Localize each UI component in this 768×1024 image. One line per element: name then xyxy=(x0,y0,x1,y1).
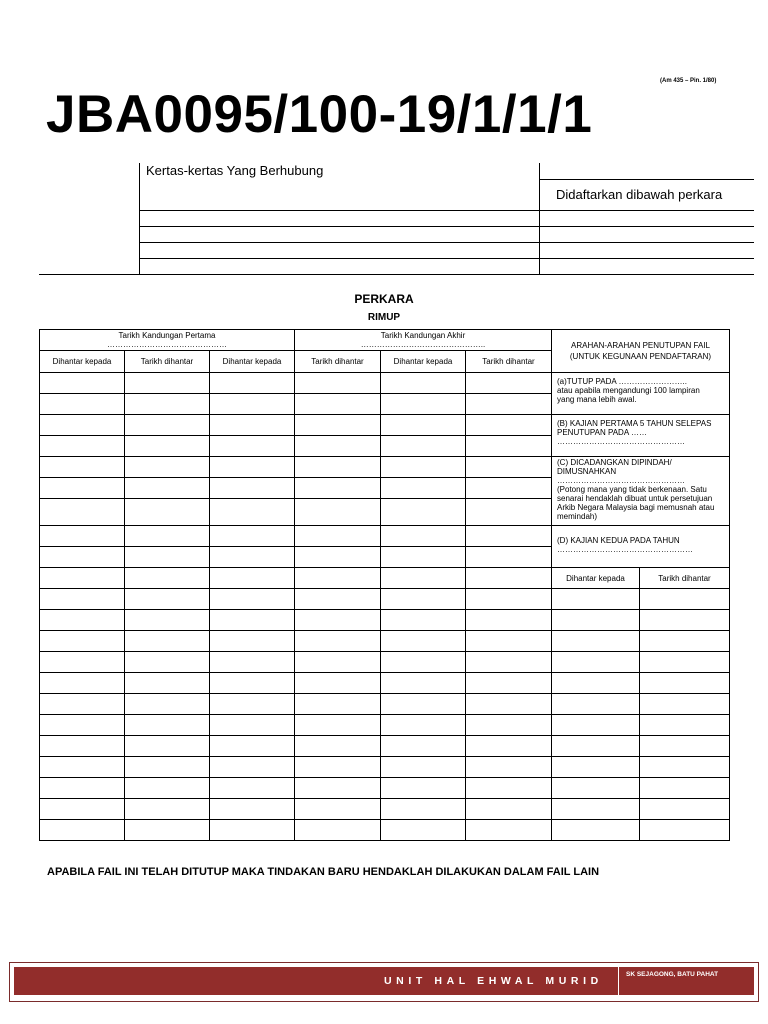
table-cell xyxy=(210,715,295,736)
table-cell xyxy=(466,715,552,736)
table-cell xyxy=(125,568,210,589)
table-cell xyxy=(40,499,125,526)
table-cell xyxy=(552,631,640,652)
instruction-c-dots: ………………………………………… xyxy=(557,476,685,485)
table-cell xyxy=(640,589,730,610)
table-cell xyxy=(466,373,552,394)
table-cell xyxy=(552,610,640,631)
last-content-label: Tarikh Kandungan Akhir xyxy=(380,331,466,340)
table-cell xyxy=(466,694,552,715)
table-cell xyxy=(381,526,466,547)
table-cell xyxy=(40,478,125,499)
table-cell xyxy=(125,589,210,610)
col-header: Tarikh dihantar xyxy=(295,351,381,373)
table-cell xyxy=(466,526,552,547)
table-cell xyxy=(40,547,125,568)
table-cell xyxy=(295,478,381,499)
table-cell xyxy=(640,610,730,631)
table-cell xyxy=(466,778,552,799)
table-cell xyxy=(210,610,295,631)
related-row-rule xyxy=(139,226,754,227)
table-cell xyxy=(295,436,381,457)
form-code: (Am 435 – Pin. 1/80) xyxy=(660,78,717,84)
table-cell xyxy=(125,652,210,673)
table-cell xyxy=(295,499,381,526)
table-cell xyxy=(210,631,295,652)
footer-unit-name: UNIT HAL EHWAL MURID xyxy=(384,975,603,987)
table-cell xyxy=(381,547,466,568)
col-header: Tarikh dihantar xyxy=(466,351,552,373)
instruction-d xyxy=(552,526,730,568)
table-cell xyxy=(295,799,381,820)
instruction-a-detail: atau apabila mengandungi 100 lampiran yang mana lebih awal. xyxy=(557,386,700,404)
table-cell xyxy=(210,568,295,589)
table-cell xyxy=(125,694,210,715)
table-cell xyxy=(210,799,295,820)
table-cell xyxy=(125,778,210,799)
col-header: Dihantar kepada xyxy=(210,351,295,373)
table-cell xyxy=(552,778,640,799)
table-cell xyxy=(125,610,210,631)
table-cell xyxy=(381,694,466,715)
table-cell xyxy=(640,820,730,841)
table-cell xyxy=(295,652,381,673)
table-cell xyxy=(640,778,730,799)
table-cell xyxy=(381,499,466,526)
col-header: Tarikh dihantar xyxy=(125,351,210,373)
table-cell xyxy=(552,589,640,610)
table-cell xyxy=(210,673,295,694)
table-cell xyxy=(40,610,125,631)
table-cell xyxy=(125,757,210,778)
table-cell xyxy=(40,673,125,694)
related-row-rule xyxy=(139,210,754,211)
table-cell xyxy=(295,394,381,415)
table-cell xyxy=(381,457,466,478)
rimup-heading: RIMUP xyxy=(367,312,401,323)
table-cell xyxy=(40,373,125,394)
table-cell xyxy=(466,736,552,757)
table-cell xyxy=(40,394,125,415)
table-cell xyxy=(210,526,295,547)
table-cell xyxy=(125,436,210,457)
table-cell xyxy=(210,778,295,799)
right-col-header: Tarikh dihantar xyxy=(640,568,730,589)
table-cell xyxy=(40,694,125,715)
table-cell xyxy=(381,568,466,589)
table-cell xyxy=(40,457,125,478)
table-cell xyxy=(381,631,466,652)
instruction-b xyxy=(552,415,730,457)
table-cell xyxy=(381,673,466,694)
table-cell xyxy=(125,394,210,415)
table-cell xyxy=(640,673,730,694)
table-cell xyxy=(125,478,210,499)
table-cell xyxy=(40,436,125,457)
table-cell xyxy=(381,373,466,394)
table-cell xyxy=(552,694,640,715)
table-cell xyxy=(466,652,552,673)
table-cell xyxy=(40,526,125,547)
table-cell xyxy=(125,373,210,394)
table-cell xyxy=(210,757,295,778)
table-cell xyxy=(295,778,381,799)
table-cell xyxy=(210,457,295,478)
closing-note: APABILA FAIL INI TELAH DITUTUP MAKA TINDAKAN BARU HENDAKLAH DILAKUKAN DALAM FAIL LAIN xyxy=(47,866,600,878)
table-cell xyxy=(381,820,466,841)
table-cell xyxy=(295,715,381,736)
table-cell xyxy=(466,457,552,478)
instruction-c xyxy=(552,457,730,526)
table-cell xyxy=(40,757,125,778)
instruction-a xyxy=(552,373,730,415)
table-cell xyxy=(640,799,730,820)
table-cell xyxy=(125,547,210,568)
right-col-header: Dihantar kepada xyxy=(552,568,640,589)
table-cell xyxy=(552,715,640,736)
routing-table xyxy=(39,329,730,841)
table-cell xyxy=(210,736,295,757)
table-cell xyxy=(466,499,552,526)
table-cell xyxy=(210,499,295,526)
table-cell xyxy=(40,778,125,799)
table-cell xyxy=(295,757,381,778)
table-cell xyxy=(552,820,640,841)
table-cell xyxy=(210,820,295,841)
instruction-d-dots: …………………………………………… xyxy=(557,545,693,554)
footer-divider xyxy=(618,967,619,995)
table-cell xyxy=(466,394,552,415)
table-cell xyxy=(640,652,730,673)
table-cell xyxy=(466,547,552,568)
table-cell xyxy=(210,394,295,415)
table-cell xyxy=(295,610,381,631)
table-cell xyxy=(40,820,125,841)
table-cell xyxy=(210,478,295,499)
table-cell xyxy=(125,499,210,526)
table-cell xyxy=(125,715,210,736)
table-cell xyxy=(125,526,210,547)
table-cell xyxy=(295,526,381,547)
table-cell xyxy=(381,652,466,673)
related-bottom-rule xyxy=(39,274,754,275)
table-cell xyxy=(40,631,125,652)
table-cell xyxy=(640,694,730,715)
table-cell xyxy=(295,673,381,694)
table-cell xyxy=(381,436,466,457)
table-cell xyxy=(295,589,381,610)
closing-instructions-title: ARAHAN-ARAHAN PENUTUPAN FAIL (UNTUK KEGUNAAN PENDAFTARAN) xyxy=(552,330,730,373)
registered-under-label: Didaftarkan dibawah perkara xyxy=(556,187,723,202)
table-cell xyxy=(125,799,210,820)
table-cell xyxy=(381,736,466,757)
table-cell xyxy=(466,589,552,610)
table-cell xyxy=(125,820,210,841)
file-number-title: JBA0095/100-19/1/1/1 xyxy=(46,85,593,144)
table-cell xyxy=(381,589,466,610)
table-cell xyxy=(295,415,381,436)
related-papers-label: Kertas-kertas Yang Berhubung xyxy=(146,163,324,178)
instruction-d-line: (D) KAJIAN KEDUA PADA TAHUN xyxy=(557,536,680,545)
table-cell xyxy=(210,547,295,568)
instruction-b-dots: ………………………………………… xyxy=(557,437,685,446)
table-cell xyxy=(640,715,730,736)
table-cell xyxy=(381,757,466,778)
table-cell xyxy=(40,568,125,589)
table-cell xyxy=(466,610,552,631)
col-header: Dihantar kepada xyxy=(381,351,466,373)
table-cell xyxy=(210,373,295,394)
table-cell xyxy=(552,652,640,673)
table-cell xyxy=(466,436,552,457)
table-cell xyxy=(125,736,210,757)
table-cell xyxy=(552,673,640,694)
table-cell xyxy=(210,694,295,715)
table-cell xyxy=(40,799,125,820)
table-cell xyxy=(125,457,210,478)
table-cell xyxy=(295,736,381,757)
instruction-c-note: (Potong mana yang tidak berkenaan. Satu senarai hendaklah dibuat untuk persetujuan Arkib Negara Malaysia bagi memusnah atau memindah) xyxy=(557,485,715,521)
table-cell xyxy=(381,715,466,736)
footer-school-name: SK SEJAGONG, BATU PAHAT xyxy=(626,971,719,978)
related-row-rule xyxy=(139,242,754,243)
table-cell xyxy=(466,673,552,694)
table-cell xyxy=(40,736,125,757)
table-cell xyxy=(295,694,381,715)
col-header: Dihantar kepada xyxy=(40,351,125,373)
table-cell xyxy=(381,799,466,820)
table-cell xyxy=(295,820,381,841)
table-cell xyxy=(295,457,381,478)
table-cell xyxy=(210,436,295,457)
table-cell xyxy=(466,820,552,841)
table-cell xyxy=(125,631,210,652)
instruction-c-line: (C) DICADANGKAN DIPINDAH/ DIMUSNAHKAN xyxy=(557,458,672,476)
table-cell xyxy=(466,415,552,436)
table-cell xyxy=(210,652,295,673)
table-cell xyxy=(381,415,466,436)
table-cell xyxy=(640,736,730,757)
table-cell xyxy=(125,415,210,436)
table-cell xyxy=(381,610,466,631)
table-cell xyxy=(466,631,552,652)
table-cell xyxy=(295,547,381,568)
table-cell xyxy=(40,415,125,436)
table-cell xyxy=(210,589,295,610)
table-cell xyxy=(381,478,466,499)
table-cell xyxy=(40,589,125,610)
table-cell xyxy=(552,736,640,757)
last-content-date-header xyxy=(295,330,552,351)
last-content-dots: ……………………………………….. xyxy=(360,340,486,349)
table-cell xyxy=(381,778,466,799)
table-cell xyxy=(466,478,552,499)
first-content-dots: ……………………………………… xyxy=(107,340,227,349)
table-cell xyxy=(552,799,640,820)
table-cell xyxy=(210,415,295,436)
table-cell xyxy=(466,799,552,820)
table-cell xyxy=(640,631,730,652)
related-row-rule xyxy=(139,258,754,259)
table-cell xyxy=(466,757,552,778)
table-cell xyxy=(552,757,640,778)
table-cell xyxy=(125,673,210,694)
table-cell xyxy=(40,715,125,736)
perkara-heading: PERKARA xyxy=(354,292,414,306)
table-cell xyxy=(640,757,730,778)
first-content-date-header xyxy=(40,330,295,351)
registered-top-rule xyxy=(539,179,754,180)
table-cell xyxy=(381,394,466,415)
table-cell xyxy=(295,373,381,394)
instruction-b-line: (B) KAJIAN PERTAMA 5 TAHUN SELEPAS PENUTUPAN PADA …… xyxy=(557,419,712,437)
instruction-a-line: (a)TUTUP PADA …………………….. xyxy=(557,377,687,386)
table-cell xyxy=(466,568,552,589)
table-cell xyxy=(295,568,381,589)
first-content-label: Tarikh Kandungan Pertama xyxy=(118,331,216,340)
table-cell xyxy=(295,631,381,652)
table-cell xyxy=(40,652,125,673)
